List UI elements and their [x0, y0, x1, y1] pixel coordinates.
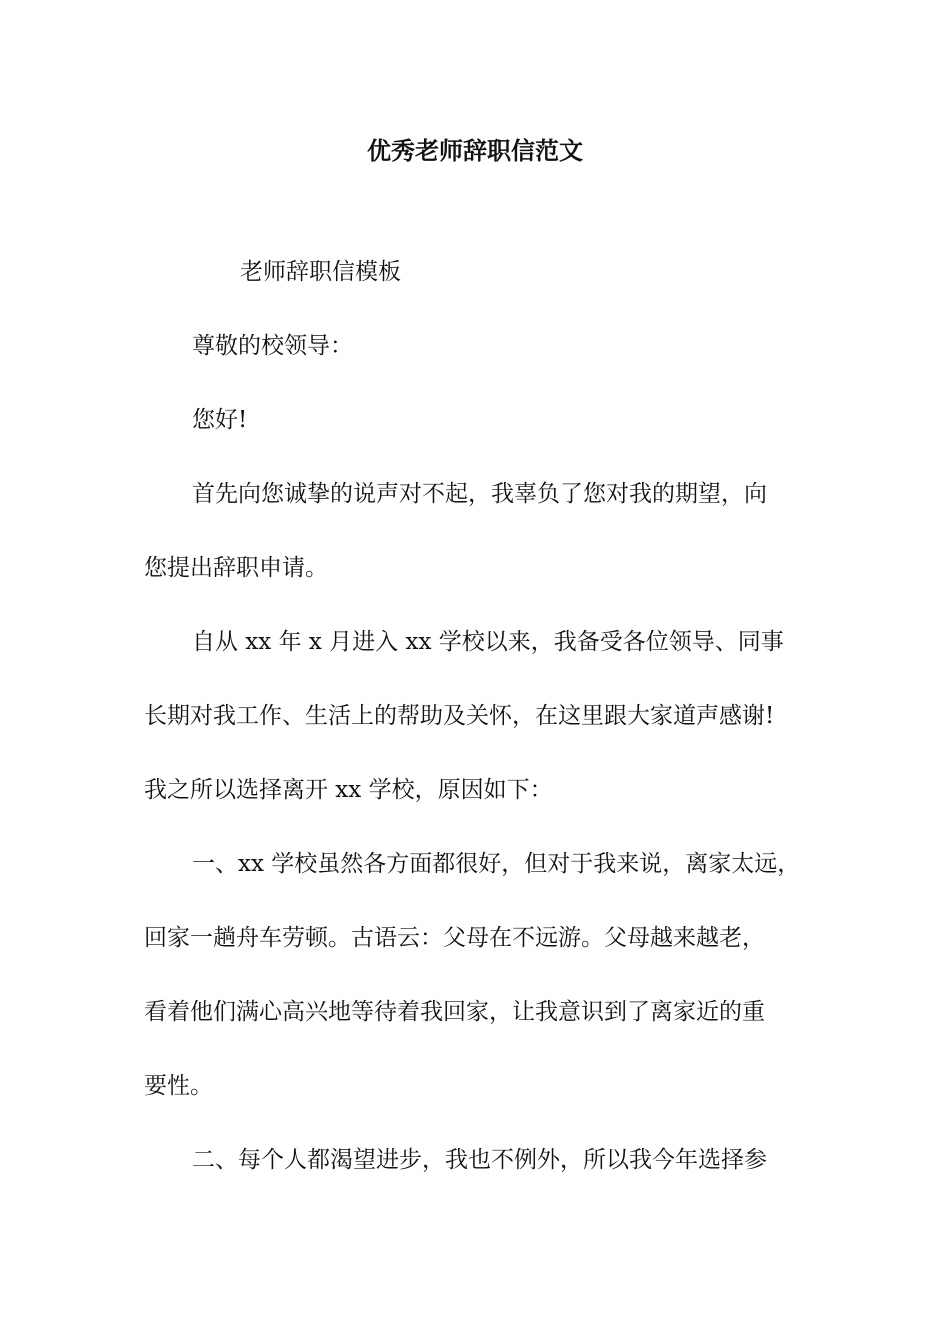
- subtitle: [144, 254, 824, 291]
- paragraph-line: 回家一趟舟车劳顿。古语云：父母在不远游。父母越来越老，: [144, 925, 765, 951]
- paragraph-line: 要性。: [144, 1073, 213, 1099]
- document-title: 优秀老师辞职信范文: [367, 136, 583, 165]
- paragraph-line: 二、每个人都渴望进步，我也不例外，所以我今年选择参: [192, 1147, 767, 1173]
- paragraph-line: 一、xx 学校虽然各方面都很好，但对于我来说，离家太远，: [192, 851, 801, 877]
- document-body: [144, 254, 824, 1216]
- greeting-text: 您好!: [192, 407, 248, 433]
- paragraph-line: 您提出辞职申请。: [144, 555, 328, 581]
- paragraph-apology: [144, 476, 824, 587]
- paragraph-line: 看着他们满心高兴地等待着我回家，让我意识到了离家近的重: [144, 999, 765, 1025]
- subtitle-text: 老师辞职信模板: [240, 259, 401, 285]
- paragraph-reason-one: [144, 846, 824, 1105]
- paragraph-reason-two: [144, 1142, 824, 1179]
- salutation: [144, 328, 824, 365]
- salutation-text: 尊敬的校领导：: [192, 333, 353, 359]
- paragraph-history: [144, 624, 824, 809]
- paragraph-line: 自从 xx 年 x 月进入 xx 学校以来，我备受各位领导、同事: [192, 629, 784, 655]
- paragraph-line: 我之所以选择离开 xx 学校，原因如下：: [144, 777, 553, 803]
- paragraph-line: 长期对我工作、生活上的帮助及关怀，在这里跟大家道声感谢!: [144, 703, 775, 729]
- paragraph-line: 首先向您诚挚的说声对不起，我辜负了您对我的期望，向: [192, 481, 767, 507]
- greeting: [144, 402, 824, 439]
